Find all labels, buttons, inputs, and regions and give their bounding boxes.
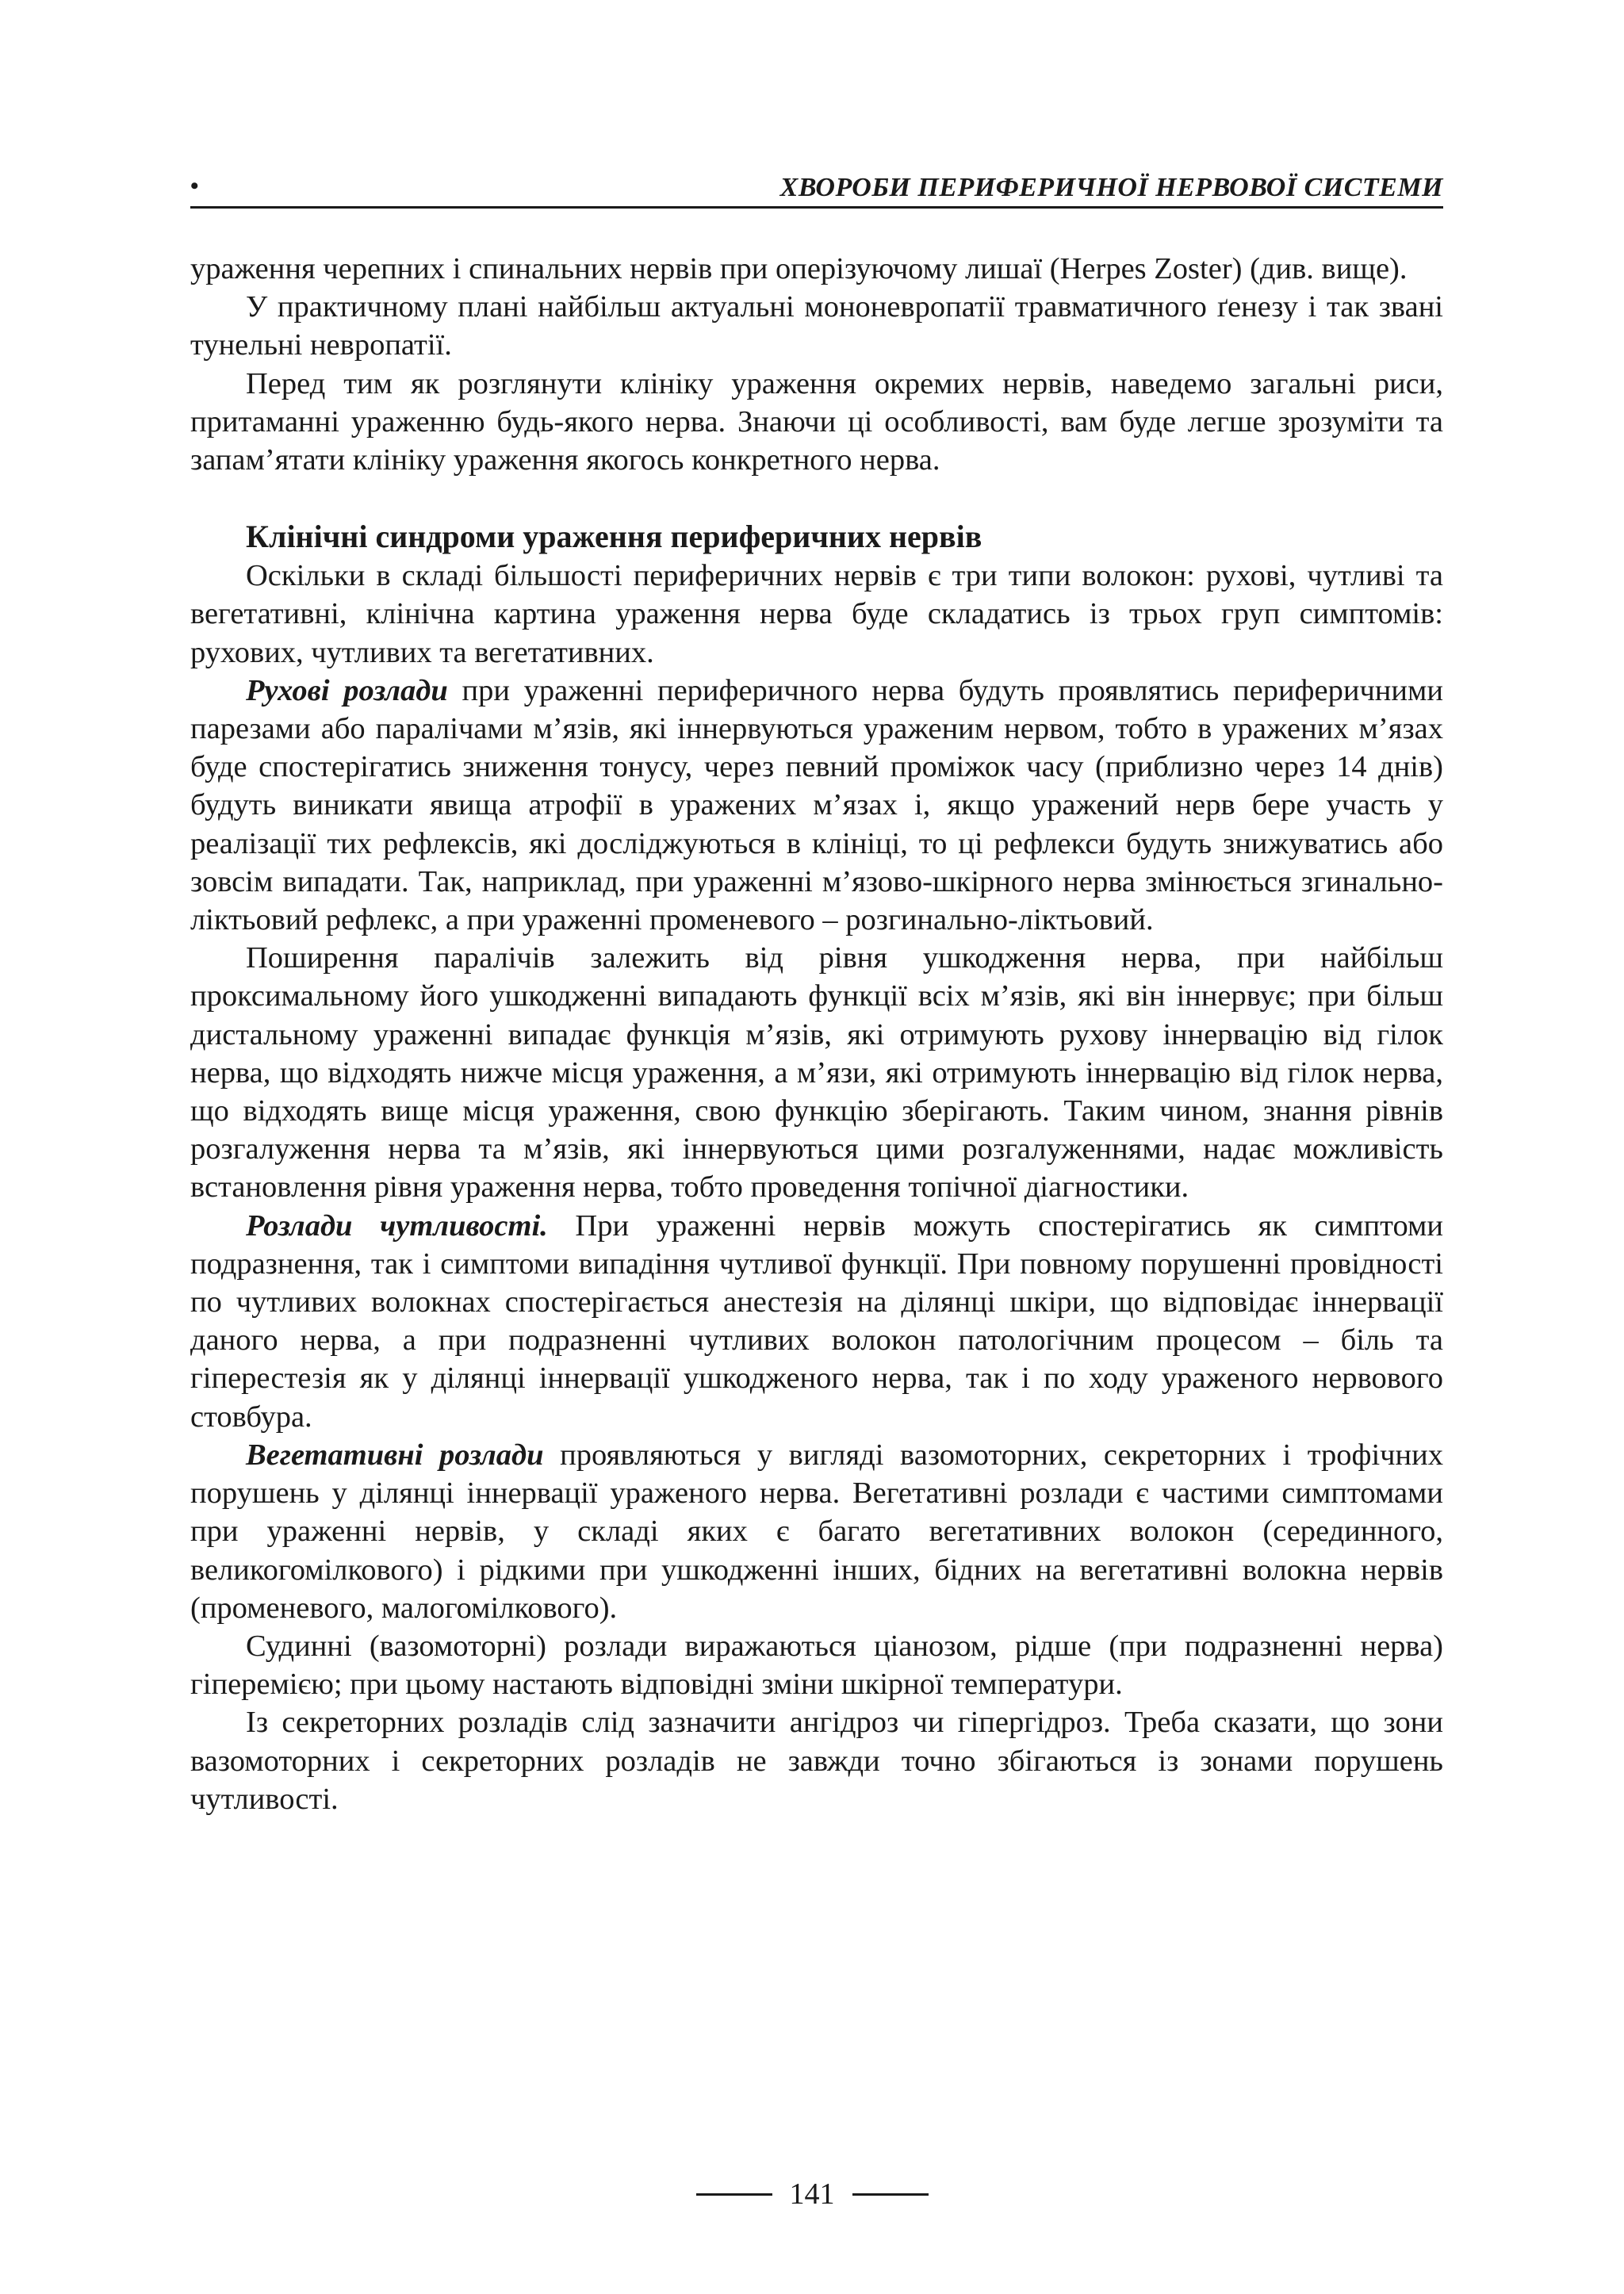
- page-footer: [0, 2177, 1624, 2212]
- page-number: 141: [789, 2177, 835, 2211]
- term-motor-disorders: Рухові розлади: [246, 673, 448, 707]
- section-heading: Клінічні синдроми ураження периферичних нервів: [246, 519, 982, 555]
- term-sensory-disorders: Розлади чутливості.: [246, 1208, 548, 1243]
- running-header: [190, 167, 1443, 209]
- body-text: [190, 250, 1443, 1818]
- paragraph: У практичному плані найбільш актуальні мононевропатії травматичного ґенезу і так звані тунельні невропатії.: [190, 290, 1443, 362]
- paragraph-sensory-disorders: [190, 1207, 1443, 1436]
- header-bullet: •: [190, 173, 199, 199]
- paragraph: Перед тим як розглянути клініку ураження окремих нервів, наведемо загальні риси, притаманні ураженню будь-якого нерва. Знаючи ці особливості, вам буде легше зрозуміти та запам’ятати клініку ураження якогось конкретного нерва.: [190, 366, 1443, 477]
- paragraph-motor-disorders: [190, 672, 1443, 939]
- book-page: [190, 167, 1443, 1818]
- paragraph-text: при ураженні периферичного нерва будуть проявлятись периферичними парезами або паралічами м’язів, які іннервуються ураженим нервом, тобто в уражених м’язах буде спостерігатись зниження тонусу, через певний проміжок часу (приблизно через 14 днів) будуть виникати явища атрофії в уражених м’язах і, якщо уражений нерв бере участь у реалізації тих рефлексів, які досліджуються в клініці, то ці рефлекси будуть знижуватись або зовсім випадати. Так, наприклад, при ураженні м’язово-шкірного нерва змінюється згинально-ліктьовий рефлекс, а при ураженні променевого – розгинально-ліктьовий.: [190, 673, 1443, 937]
- term-vegetative-disorders: Вегетативні розлади: [246, 1438, 544, 1472]
- paragraph: Оскільки в складі більшості периферичних нервів є три типи волокон: рухові, чутливі та вегетативні, клінічна картина ураження нерва буде складатись із трьох груп симптомів: рухових, чутливих та вегетативних.: [190, 559, 1443, 669]
- paragraph: Поширення паралічів залежить від рівня ушкодження нерва, при найбільш проксимальному його ушкодженні випадають функції всіх м’язів, які він іннервує; при більш дистальному ураженні випадає функція м’язів, які отримують рухову іннервацію від гілок нерва, що відходять нижче місця ураження, а м’язи, які отримують іннервацію від гілок нерва, що відходять вище місця ураження, свою функцію зберігають. Таким чином, знання рівнів розгалуження нерва та м’язів, які іннервуються цими розгалуженнями, надає можливість встановлення рівня ураження нерва, тобто проведення топічної діагностики.: [190, 941, 1443, 1204]
- paragraph: Із секреторних розладів слід зазначити ангідроз чи гіпергідроз. Треба сказати, що зони вазомоторних і секреторних розладів не завжди точно збігаються із зонами порушень чутливості.: [190, 1706, 1443, 1816]
- paragraph-text: проявляються у вигляді вазомоторних, секреторних і трофічних порушень у ділянці іннервації ураженого нерва. Вегетативні розлади є частими симптомами при ураженні нервів, у складі яких є багато вегетативних волокон (серединного, великогомілкового) і рідкими при ушкодженні інших, бідних на вегетативні волокна нервів (променевого, малогомілкового).: [190, 1438, 1443, 1625]
- paragraph-text: При ураженні нервів можуть спостерігатись як симптоми подразнення, так і симптоми випадіння чутливої функції. При повному порушенні провідності по чутливих волокнах спостерігається анестезія на ділянці шкіри, що відповідає іннервації даного нерва, а при подразненні чутливих волокон патологічним процесом – біль та гіперестезія як у ділянці іннервації ушкодженого нерва, так і по ходу ураженого нервового стовбура.: [190, 1208, 1443, 1434]
- paragraph-vegetative-disorders: [190, 1436, 1443, 1627]
- footer-rule-right: [852, 2193, 929, 2196]
- footer-rule-left: [696, 2193, 772, 2196]
- paragraph: ураження черепних і спинальних нервів при оперізуючому лишаї (Herpes Zoster) (див. вище).: [190, 252, 1408, 285]
- chapter-title: ХВОРОБИ ПЕРИФЕРИЧНОЇ НЕРВОВОЇ СИСТЕМИ: [779, 173, 1443, 202]
- paragraph: Судинні (вазомоторні) розлади виражаються ціанозом, рідше (при подразненні нерва) гіперемією; при цьому настають відповідні зміни шкірної температури.: [190, 1629, 1443, 1702]
